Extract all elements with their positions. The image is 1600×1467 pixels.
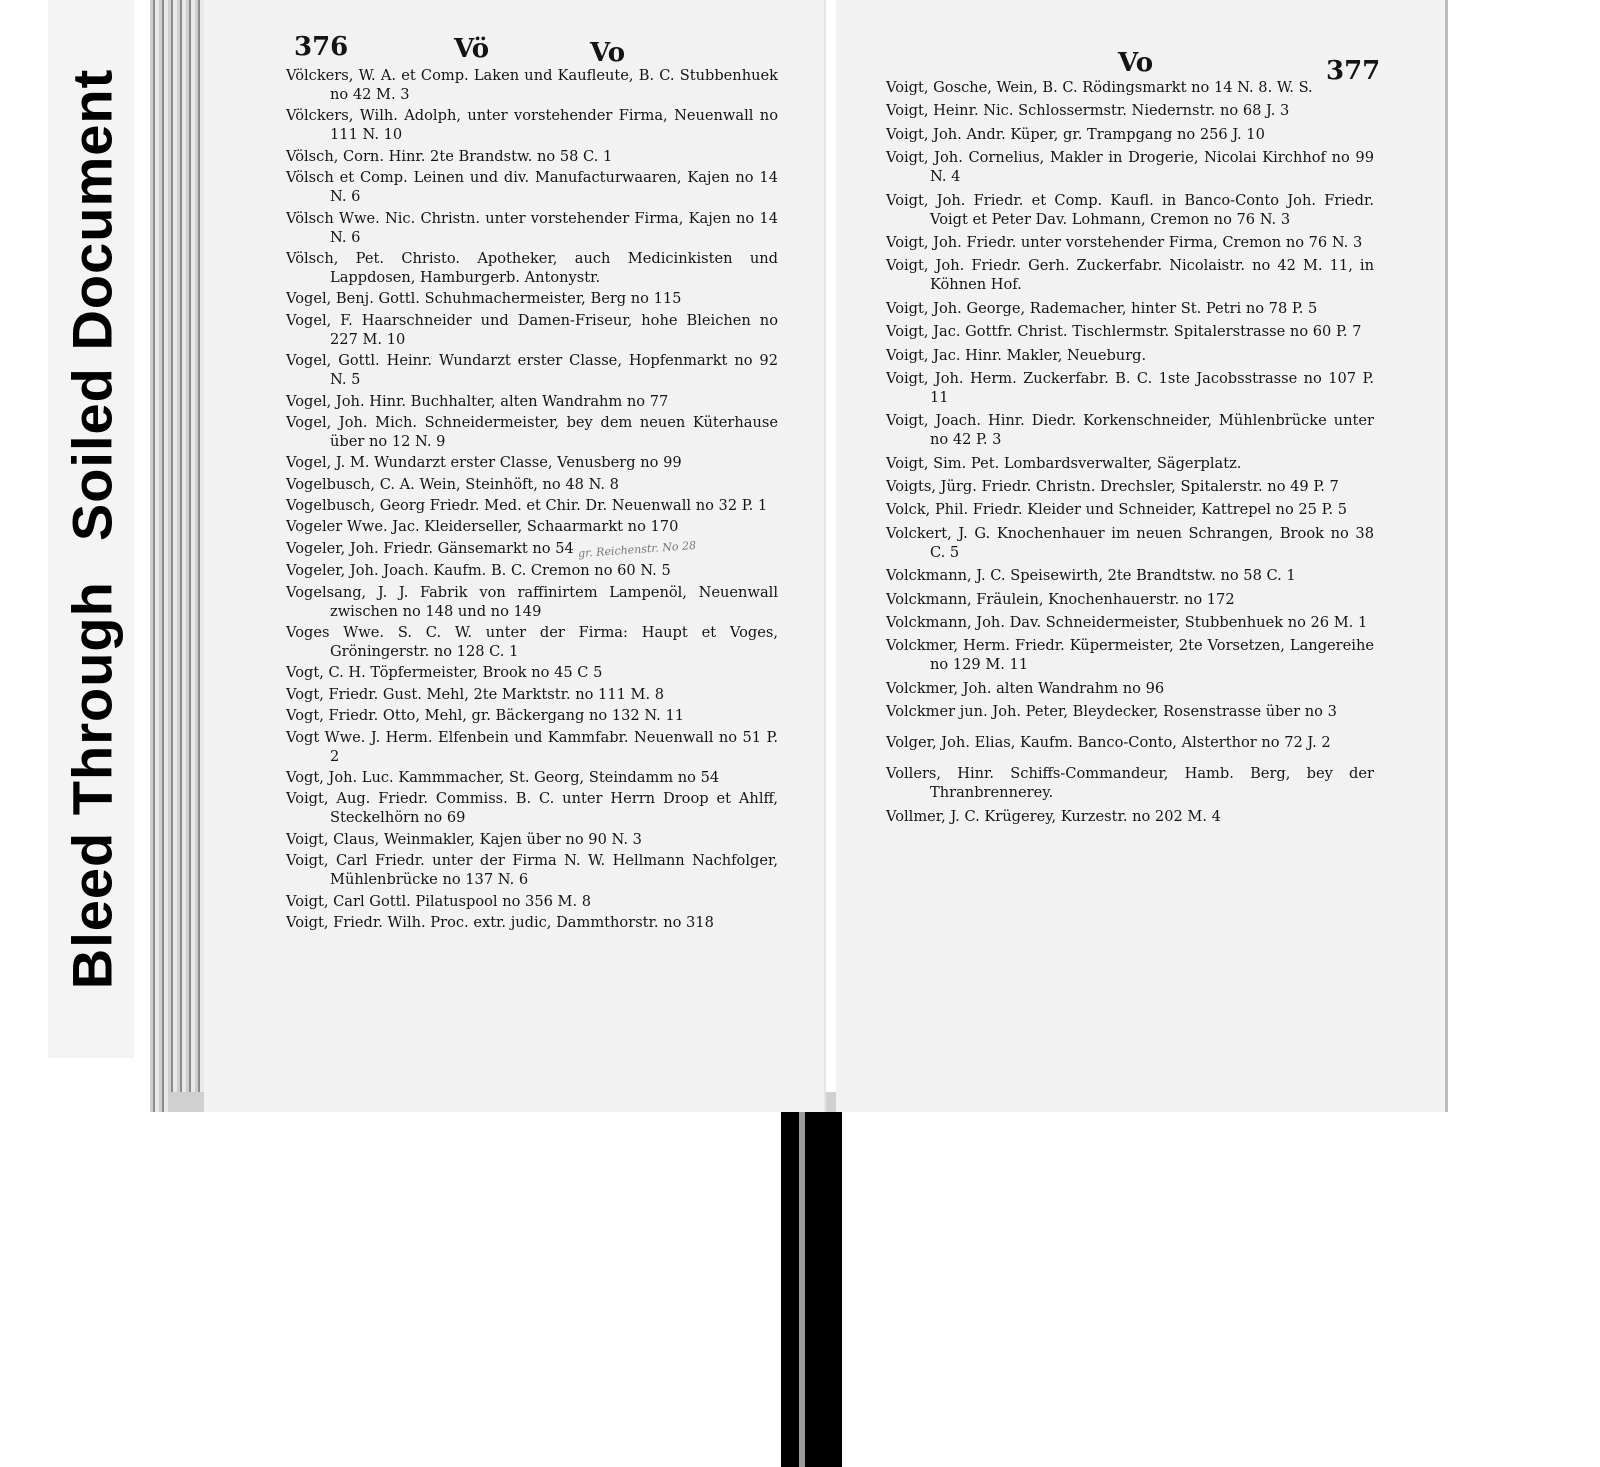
directory-entry: Völsch, Pet. Christo. Apotheker, auch Medicinkisten und Lappdosen, Hamburgerb. Antonystr. (286, 249, 778, 286)
left-page-keyword-1: Vö (454, 34, 490, 64)
left-page-header (286, 32, 824, 66)
directory-entry: Volckmer, Herm. Friedr. Küpermeister, 2te Vorsetzen, Langereihe no 129 M. 11 (886, 637, 1374, 674)
directory-entry: Voigt, Aug. Friedr. Commiss. B. C. unter Herrn Droop et Ahlff, Steckelhörn no 69 (286, 790, 778, 827)
directory-entry-annotated (286, 539, 778, 559)
directory-entry: Vogel, F. Haarschneider und Damen-Friseur, hohe Bleichen no 227 M. 10 (286, 311, 778, 348)
page-stack-edge (150, 0, 204, 1112)
right-page-header (886, 44, 1445, 86)
directory-entry: Vogeler Wwe. Jac. Kleiderseller, Schaarmarkt no 170 (286, 518, 679, 536)
side-label (60, 69, 125, 990)
directory-entry: Völckers, W. A. et Comp. Laken und Kaufleute, B. C. Stubbenhuek no 42 M. 3 (286, 67, 778, 103)
directory-entry: Völsch Wwe. Nic. Christn. unter vorstehender Firma, Kajen no 14 N. 6 (286, 209, 778, 246)
directory-entry: Vollers, Hinr. Schiffs-Commandeur, Hamb. Berg, bey der Thranbrennerey. (886, 765, 1374, 802)
left-page-number: 376 (294, 32, 349, 62)
directory-entry: Vogt, Friedr. Otto, Mehl, gr. Bäckergang no 132 N. 11 (286, 707, 685, 725)
directory-entry: Völsch, Corn. Hinr. 2te Brandstw. no 58 C. 1 (286, 147, 613, 165)
left-entry-list (286, 66, 778, 932)
side-label-word-3: Soiled (60, 367, 124, 542)
directory-entry: Voigt, Friedr. Wilh. Proc. extr. judic, Dammthorstr. no 318 (286, 913, 714, 931)
directory-entry: Voges Wwe. S. C. W. unter der Firma: Haupt et Voges, Gröningerstr. no 128 C. 1 (286, 624, 778, 661)
directory-entry: Vogt, C. H. Töpfermeister, Brook no 45 C 5 (286, 664, 603, 682)
directory-entry: Volckert, J. G. Knochenhauer im neuen Schrangen, Brook no 38 C. 5 (886, 524, 1374, 561)
directory-entry: Vogel, Joh. Mich. Schneidermeister, bey dem neuen Küterhause über no 12 N. 9 (286, 413, 778, 450)
directory-entry: Volckmann, J. C. Speisewirth, 2te Brandtstw. no 58 C. 1 (886, 567, 1296, 585)
directory-entry: Vogelbusch, C. A. Wein, Steinhöft, no 48 N. 8 (286, 475, 619, 493)
directory-entry: Vogel, Benj. Gottl. Schuhmachermeister, Berg no 115 (286, 290, 682, 308)
directory-entry: Voigt, Claus, Weinmakler, Kajen über no 90 N. 3 (286, 830, 642, 848)
side-label-word-2: Through (60, 581, 124, 816)
left-page-keyword-2: Vo (590, 38, 626, 68)
directory-entry: Volckmann, Joh. Dav. Schneidermeister, Stubbenhuek no 26 M. 1 (886, 614, 1368, 632)
directory-entry: Volckmann, Fräulein, Knochenhauerstr. no 172 (886, 590, 1235, 608)
directory-entry: Voigt, Sim. Pet. Lombardsverwalter, Sägerplatz. (886, 454, 1242, 472)
right-page-keyword: Vo (1118, 48, 1154, 78)
right-entry-list (886, 78, 1374, 826)
side-label-word-1: Bleed (60, 831, 124, 990)
directory-entry: Völsch et Comp. Leinen und div. Manufacturwaaren, Kajen no 14 N. 6 (286, 169, 778, 206)
directory-entry: Voigt, Joach. Hinr. Diedr. Korkenschneider, Mühlenbrücke unter no 42 P. 3 (886, 412, 1374, 449)
directory-entry: Vogt, Joh. Luc. Kammmacher, St. Georg, Steindamm no 54 (286, 768, 720, 786)
directory-entry: Voigt, Jac. Gottfr. Christ. Tischlermstr. Spitalerstrasse no 60 P. 7 (886, 323, 1362, 341)
directory-entry: Volckmer jun. Joh. Peter, Bleydecker, Rosenstrasse über no 3 (886, 703, 1337, 721)
handwritten-annotation: gr. Reichenstr. No 28 (577, 538, 697, 560)
directory-entry: Voigt, Joh. George, Rademacher, hinter St. Petri no 78 P. 5 (886, 299, 1318, 317)
side-label-word-4: Document (60, 68, 124, 351)
directory-entry: Voigt, Joh. Friedr. unter vorstehender Firma, Cremon no 76 N. 3 (886, 233, 1363, 251)
directory-entry: Voigt, Joh. Friedr. Gerh. Zuckerfabr. Nicolaistr. no 42 M. 11, in Köhnen Hof. (886, 257, 1374, 294)
directory-entry: Volck, Phil. Friedr. Kleider und Schneider, Kattrepel no 25 P. 5 (886, 501, 1348, 519)
directory-entry: Voigt, Carl Friedr. unter der Firma N. W. Hellmann Nachfolger, Mühlenbrücke no 137 N. 6 (286, 852, 778, 889)
right-page (836, 0, 1448, 1112)
directory-entry: Voigt, Joh. Andr. Küper, gr. Trampgang no 256 J. 10 (886, 125, 1265, 143)
directory-entry: Vogelsang, J. J. Fabrik von raffinirtem Lampenöl, Neuenwall zwischen no 148 und no 149 (286, 583, 778, 620)
directory-entry: Vogt, Friedr. Gust. Mehl, 2te Marktstr. no 111 M. 8 (286, 685, 665, 703)
directory-entry: Voigts, Jürg. Friedr. Christn. Drechsler, Spitalerstr. no 49 P. 7 (886, 478, 1339, 496)
directory-entry: Volger, Joh. Elias, Kaufm. Banco-Conto, Alsterthor no 72 J. 2 (886, 734, 1331, 752)
directory-entry: Volckmer, Joh. alten Wandrahm no 96 (886, 679, 1165, 697)
directory-entry: Voigt, Joh. Cornelius, Makler in Drogerie, Nicolai Kirchhof no 99 N. 4 (886, 149, 1374, 186)
directory-entry: Vogel, Gottl. Heinr. Wundarzt erster Classe, Hopfenmarkt no 92 N. 5 (286, 352, 778, 389)
directory-entry: Vogel, J. M. Wundarzt erster Classe, Venusberg no 99 (286, 454, 682, 472)
directory-entry: Voigt, Carl Gottl. Pilatuspool no 356 M. 8 (286, 892, 592, 910)
directory-entry: Voigt, Jac. Hinr. Makler, Neueburg. (886, 346, 1147, 364)
directory-entry: Vogt Wwe. J. Herm. Elfenbein und Kammfabr. Neuenwall no 51 P. 2 (286, 728, 778, 765)
directory-entry-text: Vogeler, Joh. Friedr. Gänsemarkt no 54 (286, 539, 574, 557)
directory-entry: Völckers, Wilh. Adolph, unter vorstehender Firma, Neuenwall no 111 N. 10 (286, 107, 778, 144)
directory-entry: Vogelbusch, Georg Friedr. Med. et Chir. Dr. Neuenwall no 32 P. 1 (286, 497, 768, 515)
directory-entry: Vollmer, J. C. Krügerey, Kurzestr. no 202 M. 4 (886, 807, 1221, 825)
directory-entry: Voigt, Gosche, Wein, B. C. Rödingsmarkt no 14 N. 8. W. S. (886, 79, 1313, 96)
right-page-number: 377 (1326, 56, 1381, 86)
book-spine (781, 1112, 842, 1467)
directory-entry: Vogeler, Joh. Joach. Kaufm. B. C. Cremon no 60 N. 5 (286, 562, 671, 580)
directory-entry: Voigt, Joh. Friedr. et Comp. Kaufl. in Banco-Conto Joh. Friedr. Voigt et Peter Dav. Lohmann, Cremon no 76 N. 3 (886, 191, 1374, 228)
directory-entry: Voigt, Joh. Herm. Zuckerfabr. B. C. 1ste Jacobsstrasse no 107 P. 11 (886, 369, 1374, 406)
left-page (204, 0, 824, 1112)
directory-entry: Voigt, Heinr. Nic. Schlossermstr. Niedernstr. no 68 J. 3 (886, 102, 1290, 120)
directory-entry: Vogel, Joh. Hinr. Buchhalter, alten Wandrahm no 77 (286, 392, 669, 410)
